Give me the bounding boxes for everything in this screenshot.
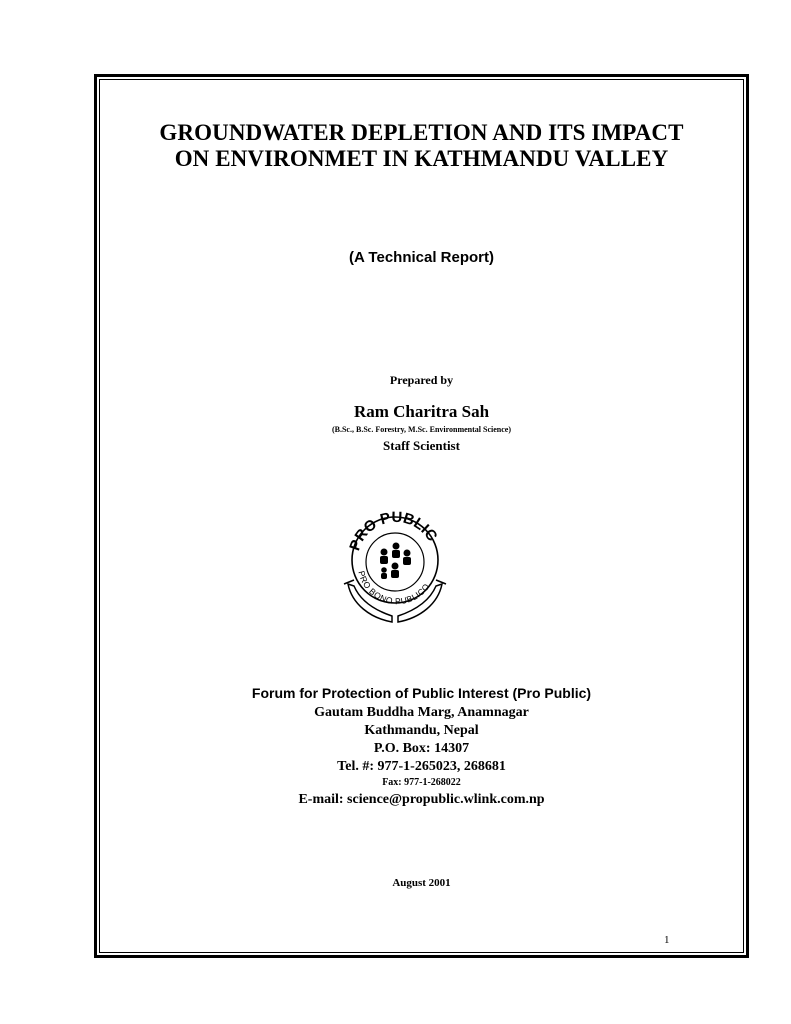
- logo-people-icon: [380, 543, 411, 580]
- organization-address-1: Gautam Buddha Marg, Anamnagar: [314, 705, 529, 720]
- report-date: August 2001: [392, 877, 451, 889]
- report-subtitle: (A Technical Report): [348, 249, 494, 266]
- organization-email: E-mail: science@propublic.wlink.com.np: [298, 792, 545, 807]
- organization-pobox: P.O. Box: 14307: [373, 741, 470, 756]
- logo-top-text: PRO PUBLIC: [346, 508, 441, 554]
- author-role: Staff Scientist: [383, 438, 460, 453]
- organization-name: Forum for Protection of Public Interest (Pro Public): [251, 685, 592, 701]
- logo-inner-ring: [366, 533, 424, 591]
- report-title-line-1: GROUNDWATER DEPLETION AND ITS IMPACT: [159, 120, 684, 145]
- organization-fax: Fax: 977-1-268022: [382, 777, 461, 788]
- pro-public-logo: [340, 500, 450, 628]
- page-number: 1: [664, 934, 670, 946]
- author-name: Ram Charitra Sah: [353, 402, 490, 421]
- organization-telephone: Tel. #: 977-1-265023, 268681: [337, 759, 506, 774]
- organization-address-2: Kathmandu, Nepal: [364, 723, 479, 738]
- prepared-by-label: Prepared by: [389, 373, 454, 387]
- logo-bottom-text: PRO BONO PUBLICO: [356, 569, 432, 607]
- report-title-line-2: ON ENVIRONMET IN KATHMANDU VALLEY: [174, 146, 669, 171]
- author-qualifications: (B.Sc., B.Sc. Forestry, M.Sc. Environmental Science): [331, 425, 512, 434]
- report-title: [99, 120, 744, 172]
